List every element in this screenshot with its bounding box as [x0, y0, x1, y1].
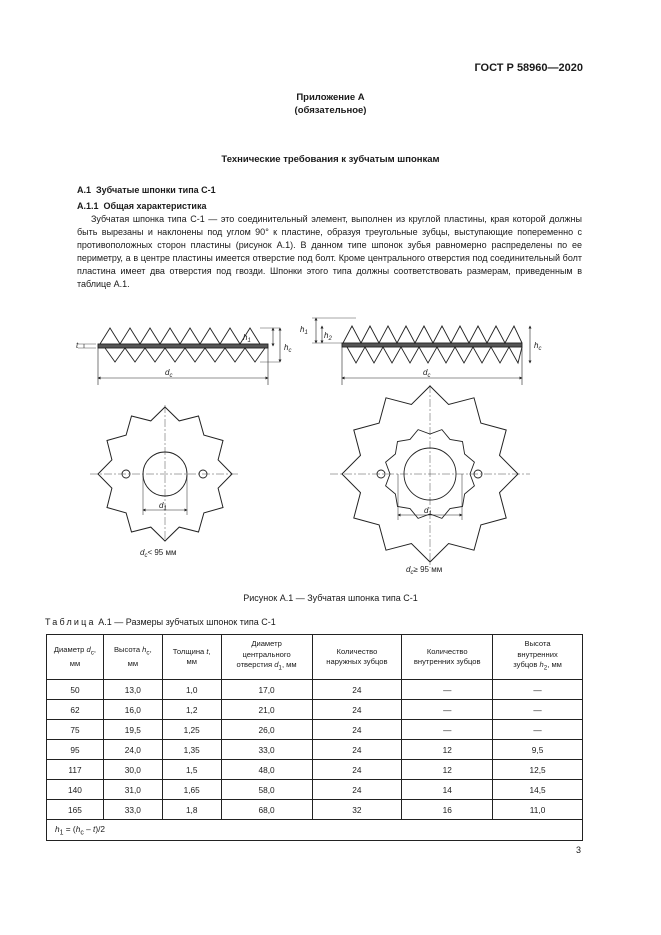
plan-view-small [90, 405, 240, 541]
table-footnote: $h_1 = (h_c - t)/2$ [47, 820, 583, 841]
clause-heading [77, 185, 216, 195]
table-cell: 12 [402, 740, 493, 760]
table-cell: 13,0 [103, 680, 162, 700]
label-t-left: t [76, 341, 79, 350]
table-cell: 30,0 [103, 760, 162, 780]
label-d1-right: $d_1$ [424, 506, 432, 517]
table-cell: 24 [312, 680, 402, 700]
clause-number: А.1 [77, 185, 92, 195]
header-thickness: Толщина t, мм [162, 635, 221, 680]
table-row [47, 800, 583, 820]
header-inner-teeth-height: Высота внутренних зубцов $h_2$, мм [493, 635, 583, 680]
table-cell: 9,5 [493, 740, 583, 760]
plan-view-large [330, 385, 530, 568]
table-cell: 1,8 [162, 800, 221, 820]
header-height: Высота $h_c$, мм [103, 635, 162, 680]
table-cell: 14,5 [493, 780, 583, 800]
label-hc-right: $h_c$ [534, 341, 542, 352]
table-cell: — [402, 720, 493, 740]
clause-title: Зубчатые шпонки типа С-1 [96, 185, 216, 195]
label-d1-left: $d_1$ [159, 501, 167, 512]
table-cell: 12,5 [493, 760, 583, 780]
annex-title: Приложение А [296, 92, 365, 103]
table-cell: 21,0 [221, 700, 312, 720]
table-cell: 24 [312, 720, 402, 740]
section-title: Технические требования к зубчатым шпонкам [221, 154, 440, 165]
table-caption [45, 617, 276, 627]
table-cell: 24 [312, 700, 402, 720]
table-cell: 24,0 [103, 740, 162, 760]
condition-small: $d_c< 95$ мм [140, 548, 177, 559]
table-cell: 165 [47, 800, 104, 820]
table-header-row [47, 635, 583, 680]
table-cell: 16,0 [103, 700, 162, 720]
table-cell: 19,5 [103, 720, 162, 740]
page-number: 3 [575, 845, 581, 855]
table-cell: 26,0 [221, 720, 312, 740]
body-paragraph: Зубчатая шпонка типа С-1 — это соединительный элемент, выполнен из круглой пластины, края которой должны быть вырезаны и наклонены под углом 90° к пластине, образуя треугольные зубцы, выступающие попеременно с противоположных сторон пластины (рисунок А.1). В данном типе шпонок зубья равномерно распределены по ее периметру, а в центре пластины имеется отверстие под болт. Кроме центрального отверстия под соединительный болт пластина имеет два отверстия под гвозди. Шпонки этого типа должны соответствовать размерам, приведенным в таблице А.1. [77, 214, 582, 289]
table-cell: 68,0 [221, 800, 312, 820]
side-view-small [78, 328, 280, 385]
table-row [47, 780, 583, 800]
label-h1-right: $h_1$ [300, 325, 308, 336]
table-cell: 58,0 [221, 780, 312, 800]
table-cell: 75 [47, 720, 104, 740]
table-cell: 50 [47, 680, 104, 700]
table-cell: 24 [312, 760, 402, 780]
dimensions-table [46, 634, 583, 841]
table-row [47, 740, 583, 760]
table-cell: 24 [312, 740, 402, 760]
table-cell: — [493, 700, 583, 720]
table-cell: 140 [47, 780, 104, 800]
header-diameter: Диаметр $d_c$, мм [47, 635, 104, 680]
table-cell: 1,2 [162, 700, 221, 720]
table-cell: 16 [402, 800, 493, 820]
side-view-large [312, 318, 530, 385]
table-cell: 33,0 [103, 800, 162, 820]
table-caption-prefix: Таблица [45, 617, 96, 627]
table-cell: 17,0 [221, 680, 312, 700]
table-cell: 1,5 [162, 760, 221, 780]
label-h1-left: $h_1$ [243, 333, 251, 344]
table-cell: 95 [47, 740, 104, 760]
table-cell: 48,0 [221, 760, 312, 780]
header-hole-diameter: Диаметр центрального отверстия $d_1$, мм [221, 635, 312, 680]
table-cell: 1,65 [162, 780, 221, 800]
table-cell: 1,25 [162, 720, 221, 740]
table-cell: 11,0 [493, 800, 583, 820]
table-cell: 32 [312, 800, 402, 820]
table-cell: — [493, 720, 583, 740]
label-dc-left: $d_c$ [165, 368, 173, 379]
table-cell: — [402, 700, 493, 720]
condition-large: $d_c\ge 95$ мм [406, 565, 443, 576]
table-cell: 62 [47, 700, 104, 720]
subclause-number: А.1.1 [77, 201, 99, 211]
table-row [47, 700, 583, 720]
table-row [47, 680, 583, 700]
table-caption-text: — Размеры зубчатых шпонок типа С-1 [114, 617, 276, 627]
figure-caption: Рисунок А.1 — Зубчатая шпонка типа С-1 [243, 593, 418, 603]
subclause-heading [77, 201, 206, 211]
table-cell: 14 [402, 780, 493, 800]
table-footnote-row [47, 820, 583, 841]
label-dc-right: $d_c$ [423, 368, 431, 379]
header-outer-teeth: Количество наружных зубцов [312, 635, 402, 680]
table-cell: 1,35 [162, 740, 221, 760]
table-row [47, 760, 583, 780]
table-caption-number: А.1 [98, 617, 112, 627]
table-cell: 33,0 [221, 740, 312, 760]
annex-status: (обязательное) [294, 105, 367, 116]
table-cell: 12 [402, 760, 493, 780]
table-row [47, 720, 583, 740]
label-hc-left: $h_c$ [284, 343, 292, 354]
figure-toothed-connector [60, 310, 560, 585]
subclause-title: Общая характеристика [103, 201, 207, 211]
standard-number: ГОСТ Р 58960—2020 [474, 62, 583, 74]
header-inner-teeth: Количество внутренних зубцов [402, 635, 493, 680]
table-cell: 117 [47, 760, 104, 780]
table-cell: — [493, 680, 583, 700]
table-cell: 24 [312, 780, 402, 800]
table-cell: 1,0 [162, 680, 221, 700]
label-h2-right: $h_2$ [324, 331, 332, 342]
table-cell: 31,0 [103, 780, 162, 800]
table-cell: — [402, 680, 493, 700]
